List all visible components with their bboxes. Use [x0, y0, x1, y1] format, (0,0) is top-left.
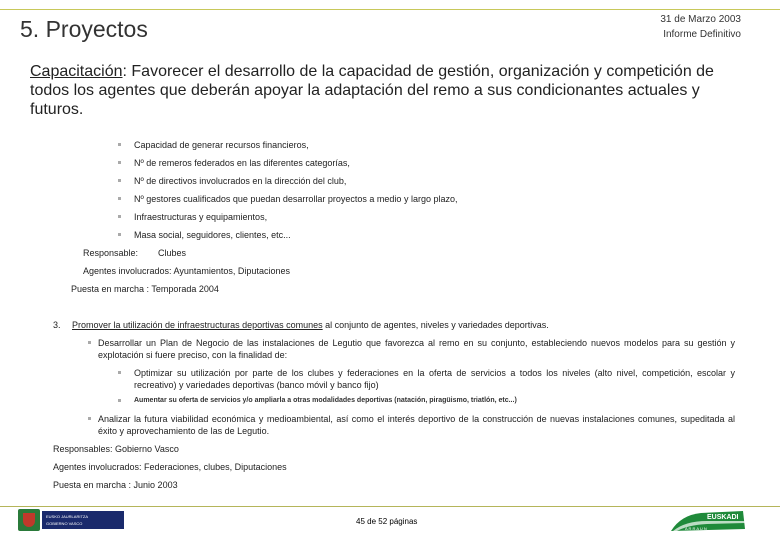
- bullet-icon: [88, 417, 91, 420]
- bullet-icon: [118, 233, 121, 236]
- list-item: Nº gestores cualificados que puedan desarrollar proyectos a medio y largo plazo,: [134, 194, 458, 204]
- crest-icon: [18, 509, 40, 531]
- euskadi-arraun-logo: [671, 509, 747, 533]
- responsable-label: Responsable:: [83, 248, 139, 258]
- puesta-en-marcha: Puesta en marcha : Junio 2003: [53, 480, 178, 490]
- bullet-icon: [118, 399, 121, 402]
- item-title-rest: al conjunto de agentes, niveles y variedades deportivas.: [322, 320, 549, 330]
- list-item: Nº de remeros federados en las diferentes categorías,: [134, 158, 350, 168]
- responsable-value: Clubes: [158, 248, 187, 258]
- list-item: Infraestructuras y equipamientos,: [134, 212, 268, 222]
- intro-lead: Capacitación: [30, 63, 123, 80]
- sub-item: Analizar la futura viabilidad económica y medioambiental, así como el interés deportivo de la construcción de nuevas instalaciones comunes, supeditada al éxito y aprovechamiento de las de Legutio.: [98, 414, 735, 436]
- logo-text: EUSKADI: [707, 514, 739, 521]
- intro-text: : Favorecer el desarrollo de la capacidad de gestión, organización y competición de todos los agentes que deberán apoyar la adaptación del remo a sus condicionantes actuales y futuros.: [30, 63, 714, 118]
- bullet-icon: [118, 197, 121, 200]
- item-title: [72, 319, 732, 331]
- agentes-involucrados: Agentes involucrados: Ayuntamientos, Diputaciones: [83, 266, 290, 276]
- top-divider: [0, 9, 780, 10]
- bullet-icon: [118, 143, 121, 146]
- item-number: 3.: [53, 320, 61, 330]
- page-number: 45 de 52 páginas: [356, 517, 418, 526]
- report-status: Informe Definitivo: [663, 29, 741, 40]
- bullet-icon: [88, 341, 91, 344]
- sub-sub-item: Optimizar su utilización por parte de los clubes y federaciones en la oferta de servicios a todos los niveles (alto nivel, competición, escolar y recreativo) y variedades deportivas (banco móvil y banco fijo): [134, 368, 735, 390]
- sub-item: Desarrollar un Plan de Negocio de las instalaciones de Legutio que favorezca al remo en su conjunto, estableciendo nuevos modelos para su gestión y explotación si fuere preciso, con la finalidad de:: [98, 338, 735, 360]
- bullet-icon: [118, 161, 121, 164]
- agentes-involucrados: Agentes involucrados: Federaciones, clubes, Diputaciones: [53, 462, 287, 472]
- gov-banner: [42, 511, 124, 529]
- list-item: Nº de directivos involucrados en la dirección del club,: [134, 176, 347, 186]
- list-item: Masa social, seguidores, clientes, etc...: [134, 230, 291, 240]
- puesta-en-marcha: Puesta en marcha : Temporada 2004: [71, 284, 219, 294]
- logo-text: EUSKO JAURLARITZA: [46, 514, 89, 519]
- intro-paragraph: [30, 62, 750, 119]
- section-title: 5. Proyectos: [20, 16, 148, 42]
- list-item: Capacidad de generar recursos financieros,: [134, 140, 309, 150]
- logo-text: GOBIERNO VASCO: [46, 521, 83, 526]
- item-title-link[interactable]: Promover la utilización de infraestructuras deportivas comunes: [72, 320, 323, 330]
- sub-sub-item: Aumentar su oferta de servicios y/o ampliarla a otras modalidades deportivas (natación, piragüismo, triatlón, etc...): [134, 397, 517, 404]
- logo-text: A R R A U N: [685, 526, 707, 531]
- bottom-divider: [0, 506, 780, 507]
- gobierno-vasco-logo: [18, 509, 108, 531]
- bullet-icon: [118, 371, 121, 374]
- bullet-icon: [118, 215, 121, 218]
- responsables: Responsables: Gobierno Vasco: [53, 444, 179, 454]
- bullet-icon: [118, 179, 121, 182]
- report-date: 31 de Marzo 2003: [660, 14, 741, 25]
